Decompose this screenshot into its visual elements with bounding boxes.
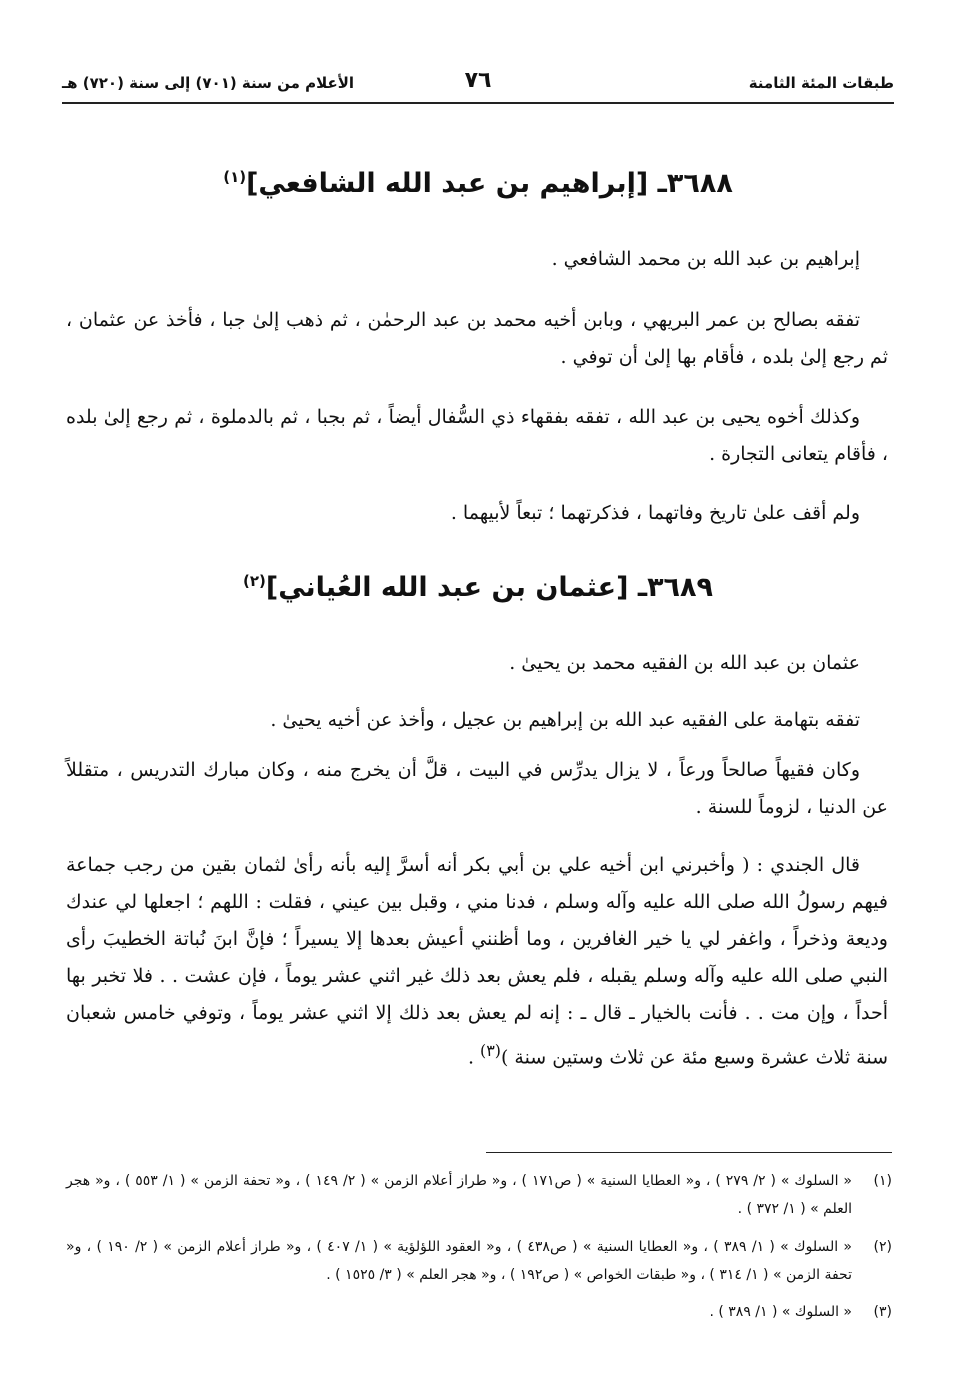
footnote-ref: (٣)	[480, 1041, 501, 1060]
footnote	[66, 1167, 892, 1223]
entry-heading	[62, 572, 894, 603]
footnote-text: « السلوك » ( ١/ ٣٨٩ ) ، و« العطايا السنية » ( ص٤٣٨ ) ، و« العقود اللؤلؤية » ( ١/ ٤٠٧ ) ، و« طراز أعلام الزمن » ( ٢/ ١٩٠ ) ، و« تحفة الزمن » ( ١/ ٣١٤ ) ، و« طبقات الخواص » ( ص١٩٢ ) ، و« هجر العلم » ( ٣/ ١٥٢٥ ) .	[66, 1239, 852, 1283]
footnote-ref: (٢)	[243, 572, 266, 590]
entry-heading	[62, 168, 894, 199]
page-number: ٧٦	[464, 68, 492, 93]
entry-paragraph: وكان فقيهاً صالحاً ورعاً ، لا يزال يدرِّس في البيت ، قلَّ أن يخرج منه ، وكان مبارك التدريس ، متقللاً عن الدنيا ، لزوماً للسنة .	[66, 759, 888, 818]
footnote-text: « السلوك » ( ٢/ ٢٧٩ ) ، و« العطايا السنية » ( ص١٧١ ) ، و« طراز أعلام الزمن » ( ٢/ ١٤٩ ) ، و« تحفة الزمن » ( ١/ ٥٥٣ ) ، و« هجر العلم » ( ١/ ٣٧٢ ) .	[66, 1173, 852, 1217]
quotation-text: قال الجندي : ( وأخبرني ابن أخيه علي بن أبي بكر أنه أسرَّ إليه بأنه رأىٰ لثمان بقين من رجب جماعة فيهم رسولُ الله صلى الله عليه وآله وسلم ، فدنا مني ، وقبل بين عيني ، فقلت : اللهم ؛ اجعلها لي عندك وديعة وذخراً ، واغفر لي يا خير الغافرين ، وما أظنني أعيش بعدها إلا يسيراً ؛ فإنَّ ابنَ نُباتة الخطيبَ رأى النبي صلى الله عليه وآله وسلم يقبله ، فلم يعش بعد ذلك غير اثني عشر يوماً ، فإن عشت . . فلا تخبر بها أحداً ، وإن مت . . فأنت بالخيار ـ قال ـ : إنه لم يعش بعد ذلك إلا اثني عشر يوماً ، وتوفي خامس شعبان سنة ثلاث عشرة وسبع مئة عن ثلاث وستين سنة )	[66, 854, 888, 1069]
sentence-end: .	[467, 1046, 474, 1069]
year-range: الأعلام من سنة (٧٠١) إلى سنة (٧٢٠) هـ	[62, 74, 355, 92]
book-section-title: طبقات المئة الثامنة	[748, 74, 894, 92]
entry-heading-text: ٣٦٨٩ـ [عثمان بن عبد الله العُياني]	[265, 572, 713, 603]
entry-paragraph	[66, 847, 888, 1076]
entry-paragraph: وكذلك أخوه يحيى بن عبد الله ، تفقه بفقهاء ذي السُّفال أيضاً ، ثم بجبا ، ثم بالدملوة ، ثم رجع إلىٰ بلده ، فأقام يتعانى التجارة .	[66, 406, 888, 465]
footnote-separator	[486, 1152, 892, 1153]
footnote-number: (١)	[873, 1173, 892, 1189]
entry-paragraph: إبراهيم بن عبد الله بن محمد الشافعي .	[551, 248, 860, 270]
footnote-number: (٢)	[873, 1239, 892, 1255]
footnote	[66, 1298, 892, 1326]
footnote	[66, 1233, 892, 1289]
entry-paragraph: تفقه بصالح بن عمر البريهي ، وبابن أخيه محمد بن عبد الرحمٰن ، ثم ذهب إلىٰ جبا ، فأخذ عن عثمان ، ثم رجع إلىٰ بلده ، فأقام بها إلىٰ أن توفي .	[66, 309, 888, 368]
entry-paragraph: تفقه بتهامة على الفقيه عبد الله بن إبراهيم بن عجيل ، وأخذ عن أخيه يحيىٰ .	[270, 709, 860, 731]
footnote-number: (٣)	[873, 1304, 892, 1320]
footnote-ref: (١)	[223, 168, 247, 186]
running-header	[62, 66, 894, 104]
entry-paragraph: عثمان بن عبد الله بن الفقيه محمد بن يحيىٰ .	[509, 652, 860, 674]
entry-heading-text: ٣٦٨٨ـ [إبراهيم بن عبد الله الشافعي]	[246, 168, 733, 199]
footnote-text: « السلوك » ( ١/ ٣٨٩ ) .	[709, 1304, 852, 1320]
entry-paragraph: ولم أقف علىٰ تاريخ وفاتهما ، فذكرتهما ؛ تبعاً لأبيهما .	[450, 502, 860, 524]
